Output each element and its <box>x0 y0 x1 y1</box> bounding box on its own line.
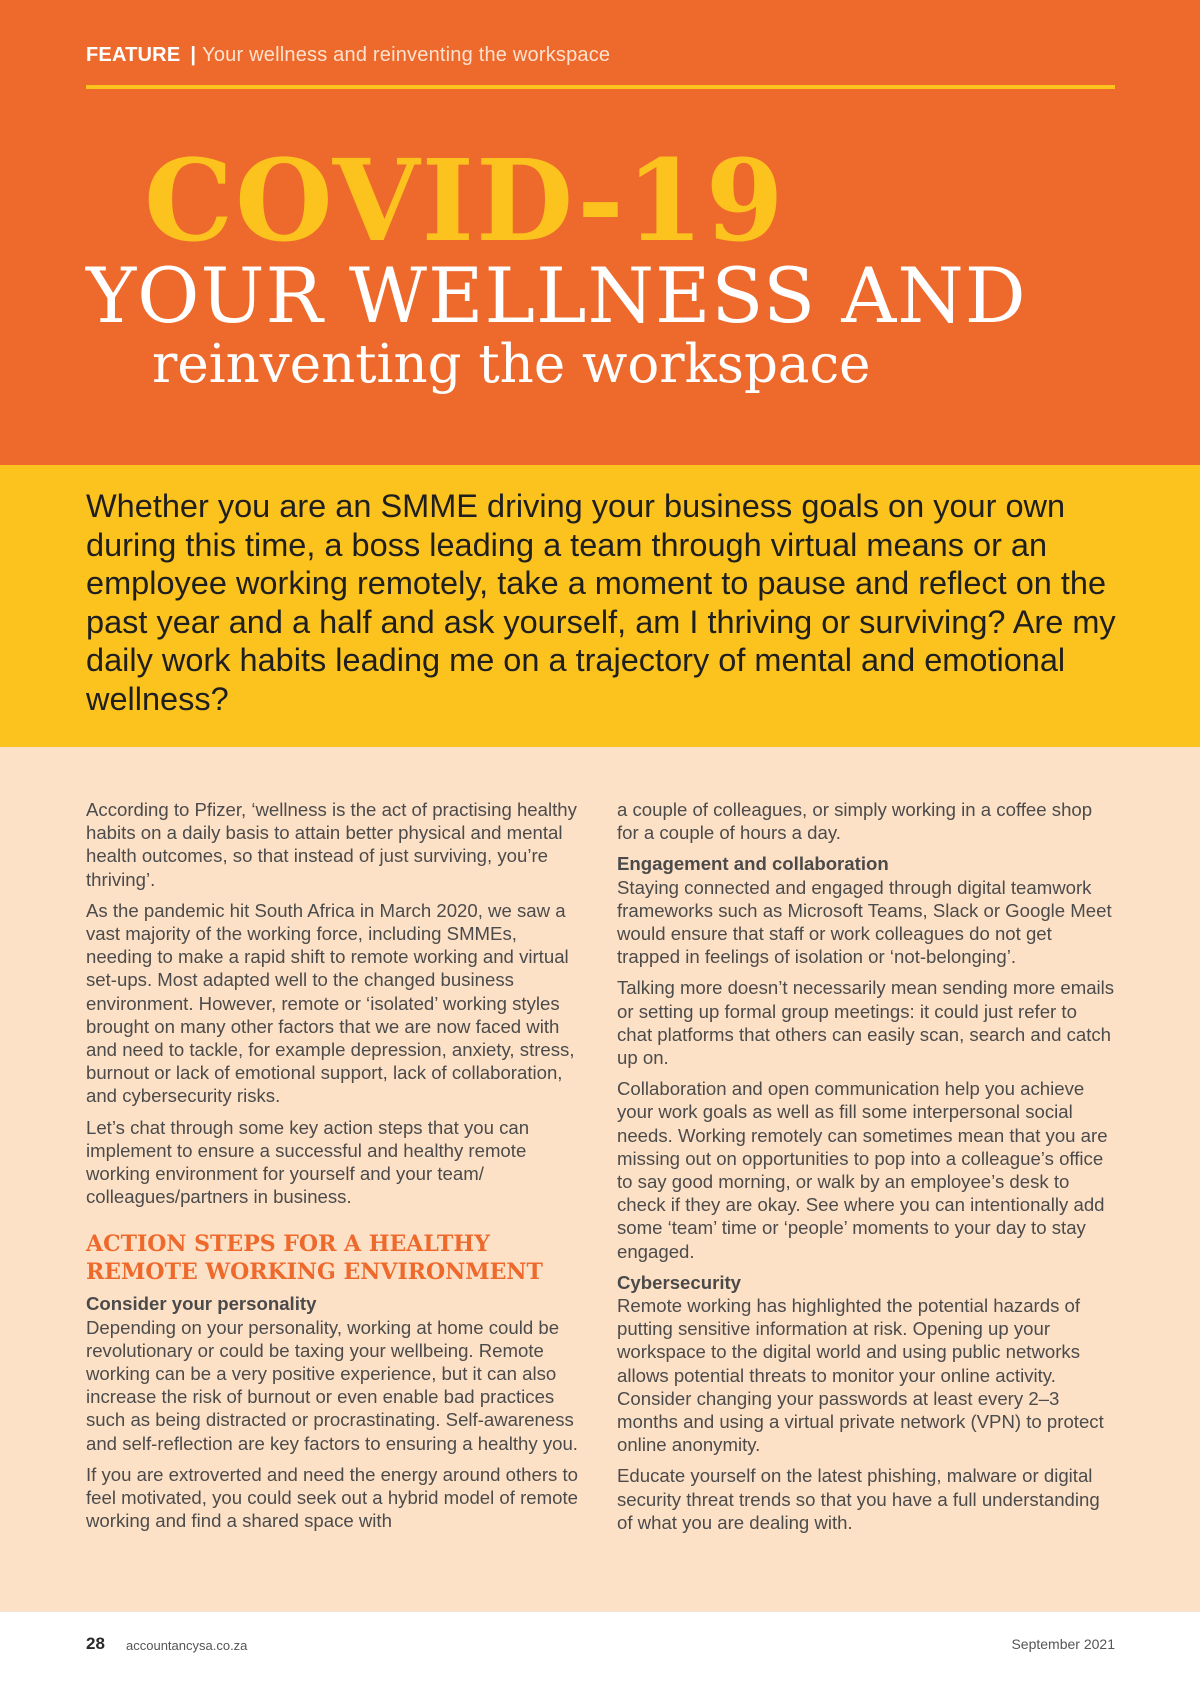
section-heading: ACTION STEPS FOR A HEALTHY REMOTE WORKING ENVIRONMENT <box>86 1231 543 1286</box>
paragraph: Remote working has highlighted the potential hazards of putting sensitive information at risk. Opening up your workspace to the digital world and using public networks allows potential threats to monitor your online activity. Consider changing your passwords at least every 2–3 months and using a virtual private network (VPN) to protect online anonymity. <box>617 1295 1104 1456</box>
left-column <box>86 798 586 1540</box>
feature-kicker: FEATURE <box>86 44 181 66</box>
feature-topic: Your wellness and reinventing the workspace <box>202 44 611 66</box>
section-label <box>86 44 610 67</box>
paragraph: Educate yourself on the latest phishing, malware or digital security threat trends so that you have a full understanding of what you are dealing with. <box>617 1465 1100 1533</box>
paragraph: According to Pfizer, ‘wellness is the act of practising healthy habits on a daily basis to attain better physical and mental health outcomes, so that instead of just surviving, you’re thriving’. <box>86 799 577 890</box>
title-main: YOUR WELLNESS AND <box>86 251 1027 340</box>
paragraph: Depending on your personality, working at home could be revolutionary or could be taxing your wellbeing. Remote working can be a very positive experience, but it can also increase the risk of burnout or even enable bad practices such as being distracted or procrastinating. Self-awareness and self-reflection are key factors to ensuring a healthy you. <box>86 1316 578 1454</box>
title-covid: COVID-19 <box>144 136 786 267</box>
paragraph: As the pandemic hit South Africa in March 2020, we saw a vast majority of the working force, including SMMEs, needing to make a rapid shift to remote working and virtual set-ups. Most adapted well to the changed business environment. However, remote or ‘isolated’ working styles brought on many other factors that we are now faced with and need to tackle, for example depression, anxiety, stress, burnout or lack of emotional support, lack of collaboration, and cybersecurity risks. <box>86 899 575 1107</box>
paragraph: Talking more doesn’t necessarily mean sending more emails or setting up formal group meetings: it could just refer to chat platforms that others can easily scan, search and catch up on. <box>617 977 1115 1069</box>
subheading-cybersecurity: Cybersecurity <box>617 1271 742 1293</box>
paragraph: Let’s chat through some key action steps that you can implement to ensure a successful and healthy remote working environment for yourself and your team/ colleagues/partners in business. <box>86 1116 530 1208</box>
subheading-personality: Consider your personality <box>86 1293 317 1315</box>
paragraph: Collaboration and open communication help you achieve your work goals as well as fill some interpersonal social needs. Working remotely can sometimes mean that you are missing out on opportunities to pop into a colleague’s office to say good morning, or walk by an employee’s desk to check if they are okay. See where you can intentionally add some ‘team’ time or ‘people’ moments to your day to stay engaged. <box>617 1078 1108 1262</box>
kicker-separator: | <box>190 44 197 66</box>
standfirst-text: Whether you are an SMME driving your business goals on your own during this time, a boss leading a team through virtual means or an employee working remotely, take a moment to pause and reflect on the past year and a half and ask yourself, am I thriving or surviving? Are my daily work habits leading me on a trajectory of mental and emotional wellness? <box>86 488 1116 717</box>
subheading-engagement: Engagement and collaboration <box>617 853 889 875</box>
standfirst-band <box>0 465 1200 747</box>
paragraph: Staying connected and engaged through digital teamwork frameworks such as Microsoft Teams, Slack or Google Meet would ensure that staff or work colleagues do not get trapped in feelings of isolation or ‘not-belonging’. <box>617 876 1112 968</box>
header-rule <box>86 85 1115 89</box>
right-column <box>617 798 1117 1542</box>
site-link[interactable]: accountancysa.co.za <box>126 1638 248 1653</box>
paragraph: If you are extroverted and need the energy around others to feel motivated, you could seek out a hybrid model of remote working and find a shared space with <box>86 1463 579 1532</box>
hero-banner <box>0 0 1200 465</box>
footer-divider <box>0 1611 1200 1612</box>
page-number: 28 <box>86 1634 105 1653</box>
paragraph: a couple of colleagues, or simply working in a coffee shop for a couple of hours a day. <box>617 799 1093 844</box>
title-subtitle: reinventing the workspace <box>152 334 871 395</box>
issue-date: September 2021 <box>1011 1636 1115 1652</box>
